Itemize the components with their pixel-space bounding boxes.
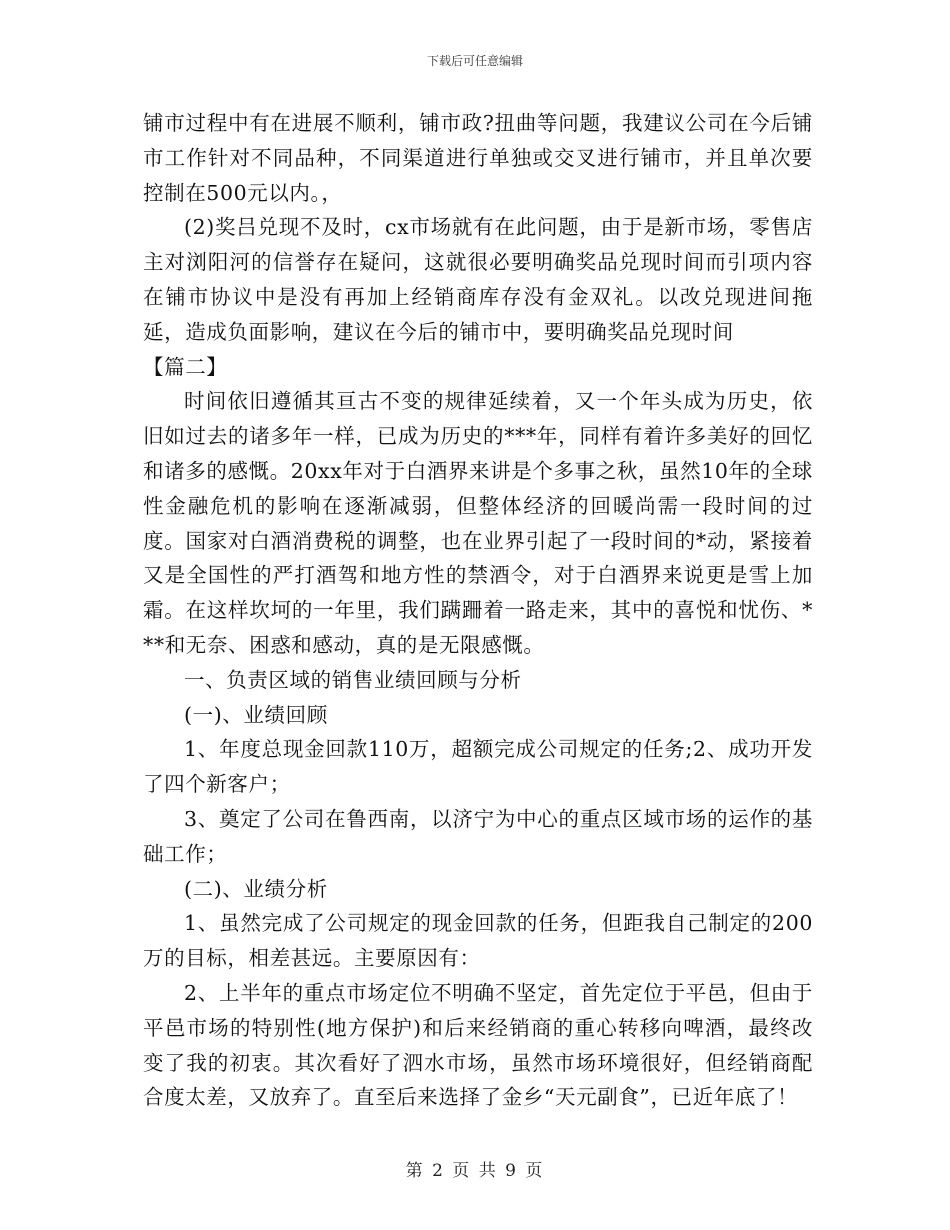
document-body <box>143 106 813 1115</box>
section-heading: 【篇二】 <box>143 354 228 379</box>
page-footer: 第 2 页 共 9 页 <box>405 1161 545 1181</box>
subheading-3: (二)、业绩分析 <box>184 876 328 901</box>
page-header: 下载后可任意编辑 <box>426 54 523 68</box>
paragraph-5: 3、奠定了公司在鲁西南，以济宁为中心的重点区域市场的运作的基础工作； <box>143 806 813 866</box>
subheading-1: 一、负责区域的销售业绩回顾与分析 <box>184 667 522 692</box>
paragraph-7: 2、上半年的重点市场定位不明确不坚定，首先定位于平邑，但由于平邑市场的特别性(地方保护)和后来经销商的重心转移向啤酒，最终改变了我的初衷。其次看好了泗水市场，虽然市场环境很好，但经销商配合度太差，又放弃了。直至后来选择了金乡“天元副食”，已近年底了！ <box>143 980 813 1110</box>
paragraph-2: (2)奖吕兑现不及时，cx市场就有在此问题，由于是新市场，零售店主对浏阳河的信誉存在疑问，这就很必要明确奖品兑现时间而引项内容在铺市协议中是没有再加上经销商库存没有金双礼。以改兑现进间拖延，造成负面影响，建议在今后的铺市中，要明确奖品兑现时间 <box>143 215 813 344</box>
subheading-2: (一)、业绩回顾 <box>184 702 328 727</box>
paragraph-3: 时间依旧遵循其亘古不变的规律延续着，又一个年头成为历史，依旧如过去的诸多年一样，已成为历史的***年，同样有着许多美好的回忆和诸多的感慨。20xx年对于白酒界来讲是个多事之秋，虽然10年的全球性金融危机的影响在逐渐减弱，但整体经济的回暖尚需一段时间的过度。国家对白酒消费税的调整，也在业界引起了一段时间的*动，紧接着又是全国性的严打酒驾和地方性的禁酒令，对于白酒界来说更是雪上加霜。在这样坎坷的一年里，我们蹒跚着一路走来，其中的喜悦和忧伤、***和无奈、困惑和感动，真的是无限感慨。 <box>143 389 813 657</box>
paragraph-4: 1、年度总现金回款110万，超额完成公司规定的任务;2、成功开发了四个新客户； <box>143 737 813 797</box>
paragraph-6: 1、虽然完成了公司规定的现金回款的任务，但距我自己制定的200万的目标，相差甚远。主要原因有： <box>143 911 813 971</box>
paragraph-1: 铺市过程中有在进展不顺利，铺市政?扭曲等问题，我建议公司在今后铺市工作针对不同品种，不同渠道进行单独或交叉进行铺市，并且单次要控制在500元以内。， <box>143 111 813 205</box>
